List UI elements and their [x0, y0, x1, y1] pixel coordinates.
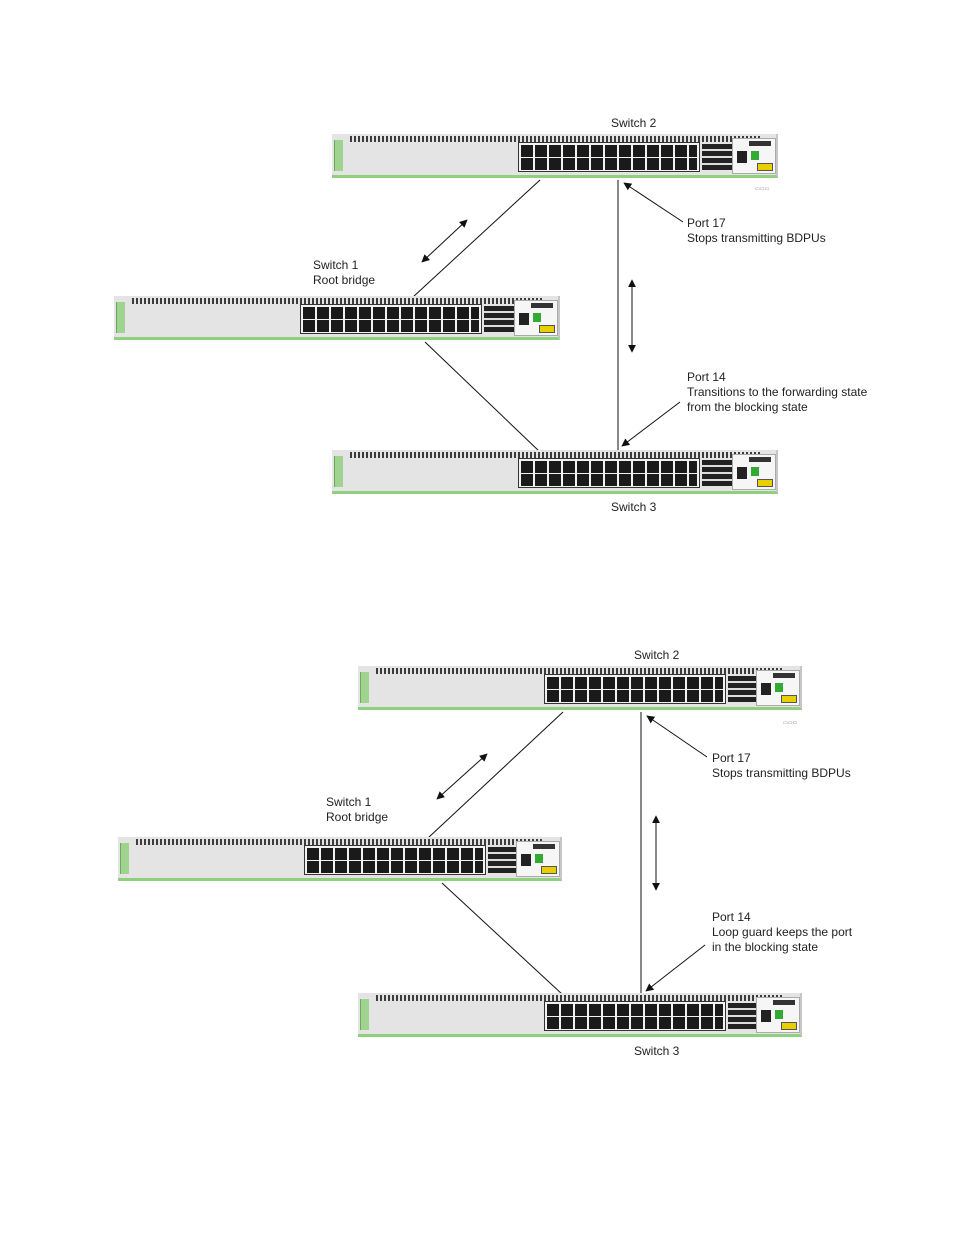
switch1-role: Root bridge — [313, 273, 376, 287]
model-label-strip — [116, 302, 125, 333]
port14-line1: Loop guard keeps the port — [712, 925, 853, 939]
sfp-ports — [484, 306, 514, 332]
status-panel — [516, 841, 560, 877]
port17-callout-arrow — [647, 716, 707, 757]
figure-tag: ▭▭▭ — [755, 186, 770, 192]
port-block — [518, 458, 700, 488]
port14-line2: in the blocking state — [712, 940, 819, 954]
link-switch1-switch2 — [428, 712, 563, 838]
vendor-logo-icon — [773, 1000, 795, 1005]
model-label-strip — [334, 456, 343, 487]
port14-callout-arrow — [622, 402, 680, 446]
model-label-strip — [360, 999, 369, 1030]
model-label-strip — [334, 140, 343, 171]
figure-tag: ▭▭▭ — [783, 720, 798, 726]
diagram-forwarding — [0, 0, 954, 560]
port14-title: Port 14 — [687, 370, 726, 384]
port14-title: Port 14 — [712, 910, 751, 924]
switch3-label: Switch 3 — [634, 1044, 680, 1058]
switch2-label: Switch 2 — [611, 116, 657, 130]
link-switch1-switch2 — [413, 180, 540, 297]
port14-callout-arrow — [646, 945, 705, 991]
status-panel — [756, 997, 800, 1033]
port17-desc: Stops transmitting BDPUs — [712, 766, 851, 780]
status-panel — [756, 670, 800, 706]
switch-2 — [332, 134, 778, 178]
switch-1 — [114, 296, 560, 340]
vendor-logo-icon — [531, 303, 553, 308]
switch1-label: Switch 1 — [326, 795, 372, 809]
vendor-logo-icon — [773, 673, 795, 678]
switch1-role: Root bridge — [326, 810, 389, 824]
switch-3 — [332, 450, 778, 494]
port-block — [544, 674, 726, 704]
model-label-strip — [360, 672, 369, 703]
sfp-ports — [728, 1003, 758, 1029]
switch1-label: Switch 1 — [313, 258, 359, 272]
bpdu-flow-arrow — [422, 220, 467, 262]
port17-desc: Stops transmitting BDPUs — [687, 231, 826, 245]
port14-line2: from the blocking state — [687, 400, 808, 414]
sfp-ports — [702, 460, 732, 486]
switch2-label: Switch 2 — [634, 648, 680, 662]
port17-title: Port 17 — [712, 751, 751, 765]
status-panel — [732, 138, 776, 174]
bpdu-flow-arrow — [437, 754, 487, 799]
port17-title: Port 17 — [687, 216, 726, 230]
port17-callout-arrow — [624, 183, 683, 222]
switch-3 — [358, 993, 802, 1037]
diagram-loop-guard — [0, 535, 954, 1095]
status-panel — [514, 300, 558, 336]
port-block — [304, 845, 486, 875]
port-block — [300, 304, 482, 334]
sfp-ports — [488, 847, 518, 873]
vendor-logo-icon — [533, 844, 555, 849]
switch3-label: Switch 3 — [611, 500, 657, 514]
link-switch1-switch3 — [425, 342, 540, 452]
switch-1 — [118, 837, 562, 881]
model-label-strip — [120, 843, 129, 874]
port14-line1: Transitions to the forwarding state — [687, 385, 868, 399]
port-block — [518, 142, 700, 172]
port-block — [544, 1001, 726, 1031]
status-panel — [732, 454, 776, 490]
vendor-logo-icon — [749, 457, 771, 462]
vendor-logo-icon — [749, 141, 771, 146]
sfp-ports — [702, 144, 732, 170]
sfp-ports — [728, 676, 758, 702]
switch-2 — [358, 666, 802, 710]
link-switch1-switch3 — [442, 883, 563, 995]
